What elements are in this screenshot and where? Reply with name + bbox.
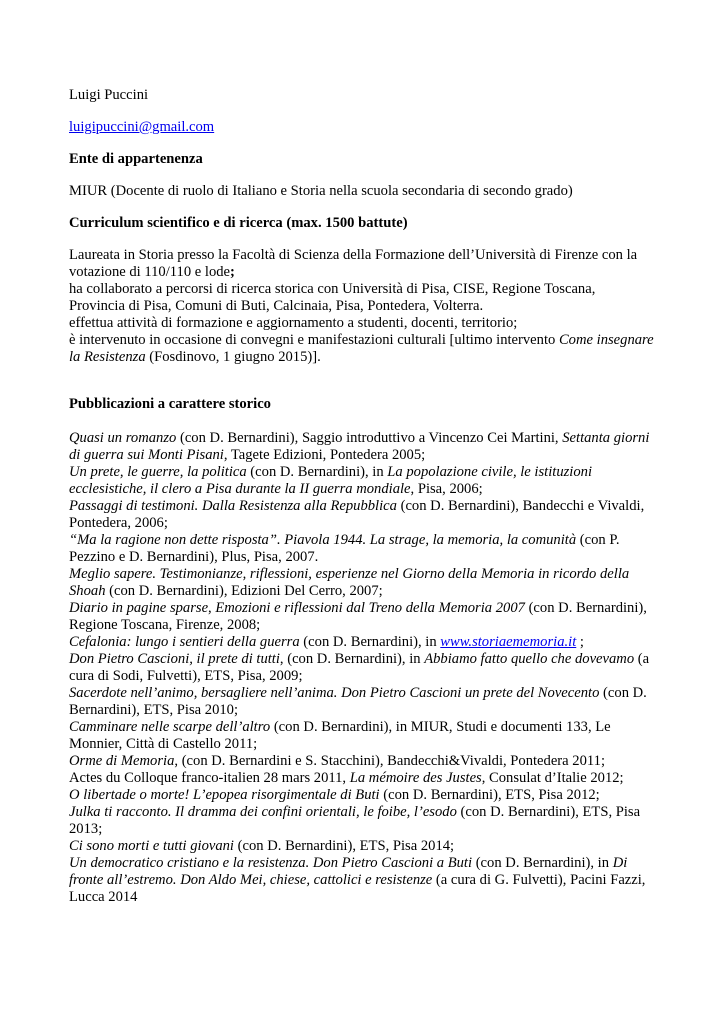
ente-text: MIUR (Docente di ruolo di Italiano e Storia nella scuola secondaria di secondo grado) [69, 183, 573, 199]
publication-title-text: Abbiamo fatto quello che dovevamo [424, 651, 635, 667]
publication-text: Monnier, Città di Castello 2011; [69, 736, 258, 752]
publication-text: cura di Sodi, Fulvetti), ETS, Pisa, 2009; [69, 668, 303, 684]
publication-text: Bernardini), ETS, Pisa 2010; [69, 702, 239, 718]
publication-entry [69, 770, 656, 787]
publication-text: (con P. [576, 532, 620, 548]
publication-title-text: Don Pietro Cascioni, il prete di tutti [69, 651, 280, 667]
publication-text: (con D. Bernardini), in MIUR, Studi e documenti 133, Le [270, 719, 611, 735]
publication-text: Pezzino e D. Bernardini), Plus, Pisa, 2007. [69, 549, 319, 565]
publication-title-text: Ci sono morti e tutti giovani [69, 838, 234, 854]
publications-list [69, 430, 656, 906]
publication-title-text: Passaggi di testimoni. Dalla Resistenza alla Repubblica [69, 498, 397, 514]
publication-text: (con D. Bernardini), ETS, Pisa 2014; [234, 838, 455, 854]
cv-line-4a: è intervenuto in occasione di convegni e manifestazioni culturali [ultimo intervento [69, 332, 559, 348]
publication-text: , (con D. Bernardini e S. Stacchini), Bandecchi&Vivaldi, Pontedera 2011; [174, 753, 605, 769]
publication-text: (con D. Bernardini), Bandecchi e Vivaldi, [396, 498, 645, 514]
publication-entry [69, 566, 656, 600]
publication-entry [69, 838, 656, 855]
author-name: Luigi Puccini [69, 87, 149, 103]
publication-entry [69, 532, 656, 566]
publication-link-text: www.storiaememoria.it [440, 634, 577, 650]
cv-line-1c: ; [230, 264, 235, 280]
publication-title-text: La mémoire des Justes [349, 770, 482, 786]
cv-paragraph-2 [69, 281, 656, 315]
publication-title-text: Cefalonia: lungo i sentieri della guerra [69, 634, 300, 650]
publication-title-text: di guerra sui Monti Pisani [69, 447, 224, 463]
publication-text: Actes du Colloque franco-italien 28 mars 2011, [69, 770, 350, 786]
publication-title-text: La popolazione civile, le istituzioni [387, 464, 593, 480]
publication-text: , (con D. Bernardini), in [279, 651, 425, 667]
publication-text: , Tagete Edizioni, Pontedera 2005; [223, 447, 426, 463]
publication-title-text: ecclesistiche, il clero a Pisa durante la II guerra mondiale [69, 481, 411, 497]
publication-text: (con D. Bernardini), in [472, 855, 613, 871]
publication-title-text: Di [612, 855, 628, 871]
email-link[interactable]: luigipuccini@gmail.com [69, 119, 215, 135]
cv-line-2b: Provincia di Pisa, Comuni di Buti, Calcinaia, Pisa, Pontedera, Volterra. [69, 298, 484, 314]
publication-text: 2013; [69, 821, 103, 837]
cv-line-4d: (Fosdinovo, 1 giugno 2015)]. [145, 349, 321, 365]
publication-entry [69, 498, 656, 532]
publication-text: Regione Toscana, Firenze, 2008; [69, 617, 261, 633]
publication-text: , Consulat d’Italie 2012; [481, 770, 624, 786]
cv-heading: Curriculum scientifico e di ricerca (max. 1500 battute) [69, 215, 408, 231]
publication-entry [69, 804, 656, 838]
publication-title-text: Un prete, le guerre, la politica [69, 464, 247, 480]
publication-title-text: Quasi un romanzo [69, 430, 177, 446]
publication-text: (con D. Bernardini), in [299, 634, 441, 650]
publication-text: Pontedera, 2006; [69, 515, 168, 531]
publication-text: (a [634, 651, 650, 667]
publication-text: (con D. [599, 685, 647, 701]
publication-link[interactable] [440, 634, 576, 650]
cv-paragraph-1 [69, 247, 656, 281]
cv-line-4b: Come insegnare [558, 332, 654, 348]
cv-paragraph-3: effettua attività di formazione e aggiornamento a studenti, docenti, territorio; [69, 315, 518, 331]
publication-entry [69, 430, 656, 464]
publication-text: , [208, 600, 216, 616]
publication-text: (con D. Bernardini), [524, 600, 647, 616]
cv-paragraph-4 [69, 332, 656, 366]
publication-title-text: “Ma la ragione non dette risposta”. Piavola 1944. La strage, la memoria, la comunità [69, 532, 577, 548]
publication-text: , Pisa, 2006; [410, 481, 483, 497]
publication-entry [69, 634, 656, 651]
publication-entry [69, 753, 656, 770]
publication-title-text: O libertade o morte! L’epopea risorgimentale di Buti [69, 787, 380, 803]
publication-title-text: Orme di Memoria [69, 753, 175, 769]
publication-title-text: Emozioni e riflessioni dal Treno della Memoria 2007 [215, 600, 525, 616]
ente-heading: Ente di appartenenza [69, 151, 203, 167]
pubs-heading: Pubblicazioni a carattere storico [69, 396, 271, 412]
publication-entry [69, 651, 656, 685]
cv-section [69, 247, 656, 366]
publication-text: (con D. Bernardini), Edizioni Del Cerro, 2007; [105, 583, 383, 599]
cv-line-1a: Laureata in Storia presso la Facoltà di Scienza della Formazione dell’Università di Firenze con la [69, 247, 638, 263]
publication-text: Lucca 2014 [69, 889, 138, 905]
publication-title-text: Meglio sapere. Testimonianze, riflessioni, esperienze nel Giorno della Memoria in ricordo della [69, 566, 630, 582]
cv-line-4c: la Resistenza [69, 349, 146, 365]
publication-entry [69, 464, 656, 498]
publication-text: ; [576, 634, 584, 650]
publication-entry [69, 855, 656, 906]
publication-text: (a cura di G. Fulvetti), Pacini Fazzi, [432, 872, 646, 888]
publication-title-text: fronte all’estremo. Don Aldo Mei, chiese, cattolici e resistenze [69, 872, 433, 888]
publication-entry [69, 719, 656, 753]
publication-text: (con D. Bernardini), ETS, Pisa [456, 804, 641, 820]
publication-title-text: Un democratico cristiano e la resistenza. Don Pietro Cascioni a Buti [69, 855, 473, 871]
publication-title-text: Settanta giorni [562, 430, 650, 446]
publication-title-text: Camminare nelle scarpe dell’altro [69, 719, 271, 735]
publication-text: (con D. Bernardini), in [246, 464, 388, 480]
email-line [69, 119, 656, 136]
publication-title-text: Sacerdote nell’animo, bersagliere nell’anima. Don Pietro Cascioni un prete del Novecento [69, 685, 600, 701]
publication-title-text: Julka ti racconto. Il dramma dei confini orientali, le foibe, l’esodo [69, 804, 457, 820]
publication-entry [69, 787, 656, 804]
cv-line-1b: votazione di 110/110 e lode [69, 264, 231, 280]
publication-text: (con D. Bernardini), ETS, Pisa 2012; [379, 787, 600, 803]
publication-text: (con D. Bernardini), Saggio introduttivo a Vincenzo Cei Martini, [176, 430, 563, 446]
publication-title-text: Shoah [69, 583, 106, 599]
publication-title-text: Diario in pagine sparse [69, 600, 209, 616]
cv-line-2a: ha collaborato a percorsi di ricerca storica con Università di Pisa, CISE, Regione Toscana, [69, 281, 596, 297]
publication-entry [69, 685, 656, 719]
publication-entry [69, 600, 656, 634]
document-body [69, 87, 656, 906]
